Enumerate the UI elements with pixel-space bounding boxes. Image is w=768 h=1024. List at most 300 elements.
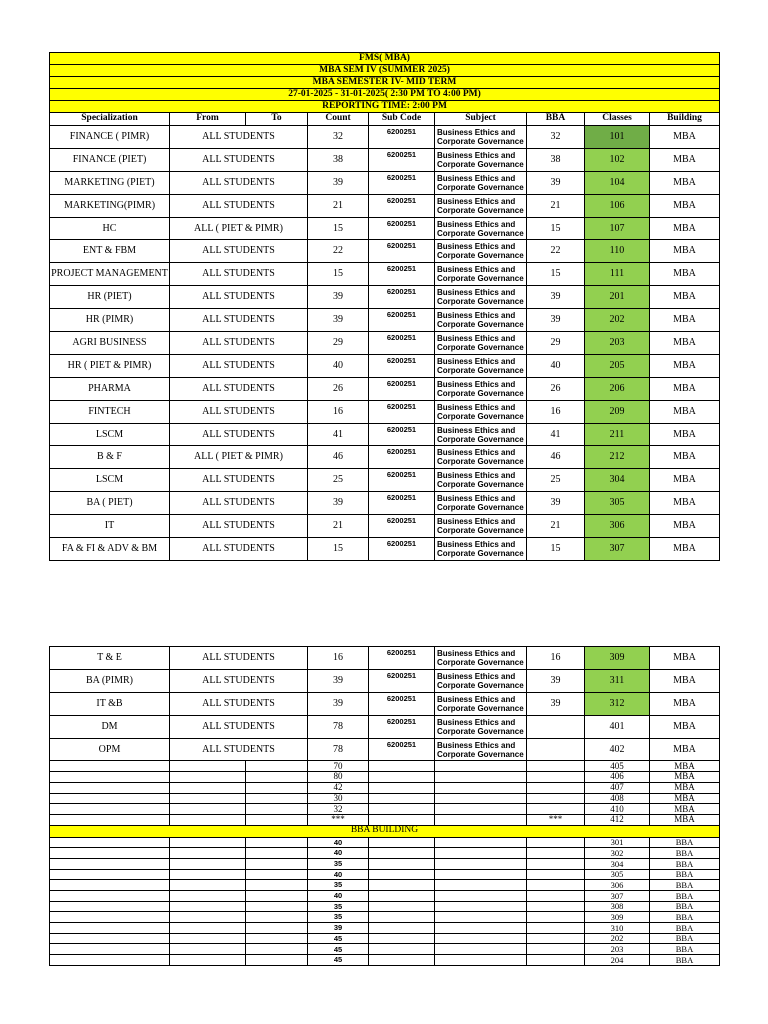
from-cell: ALL STUDENTS: [170, 715, 308, 738]
to-cell: [246, 782, 308, 793]
building-cell: MBA: [650, 715, 720, 738]
building-cell: MBA: [650, 400, 720, 423]
building-cell: BBA: [650, 955, 720, 966]
from-cell: ALL ( PIET & PIMR): [170, 217, 308, 240]
from-cell: [170, 933, 246, 944]
sub-code-cell: 6200251: [369, 126, 435, 149]
sub-code-cell: 6200251: [369, 446, 435, 469]
count-cell: ***: [308, 814, 369, 825]
table-row: [50, 869, 720, 880]
subject-cell: Business Ethics and Corporate Governance: [435, 171, 527, 194]
sub-code-cell: [369, 933, 435, 944]
col-to: To: [246, 113, 308, 126]
bba-cell: [527, 933, 585, 944]
table-row: [50, 446, 720, 469]
specialization-cell: [50, 869, 170, 880]
specialization-cell: MARKETING (PIET): [50, 171, 170, 194]
count-cell: 26: [308, 377, 369, 400]
class-room-cell: 211: [585, 423, 650, 446]
class-room-cell: 306: [585, 515, 650, 538]
subject-cell: Business Ethics and Corporate Governance: [435, 377, 527, 400]
building-cell: BBA: [650, 869, 720, 880]
count-cell: 78: [308, 715, 369, 738]
table-row: [50, 240, 720, 263]
building-cell: BBA: [650, 880, 720, 891]
to-cell: [246, 923, 308, 934]
sub-code-cell: 6200251: [369, 332, 435, 355]
sub-code-cell: [369, 772, 435, 783]
building-cell: MBA: [650, 793, 720, 804]
building-cell: MBA: [650, 761, 720, 772]
bba-cell: [527, 761, 585, 772]
count-cell: 29: [308, 332, 369, 355]
count-cell: 45: [308, 955, 369, 966]
count-cell: 40: [308, 848, 369, 859]
building-cell: BBA: [650, 837, 720, 848]
class-room-cell: 401: [585, 715, 650, 738]
from-cell: ALL STUDENTS: [170, 354, 308, 377]
exam-dates: 27-01-2025 - 31-01-2025( 2:30 PM TO 4:00 PM): [50, 89, 720, 101]
building-cell: BBA: [650, 891, 720, 902]
subject-cell: [435, 944, 527, 955]
to-cell: [246, 880, 308, 891]
bba-cell: 39: [527, 492, 585, 515]
subject-cell: [435, 955, 527, 966]
from-cell: ALL STUDENTS: [170, 194, 308, 217]
subject-cell: Business Ethics and Corporate Governance: [435, 469, 527, 492]
from-cell: [170, 891, 246, 902]
bba-cell: 26: [527, 377, 585, 400]
table-row: [50, 538, 720, 561]
to-cell: [246, 869, 308, 880]
specialization-cell: [50, 782, 170, 793]
from-cell: [170, 944, 246, 955]
col-classes: Classes: [585, 113, 650, 126]
bba-cell: 21: [527, 194, 585, 217]
building-cell: MBA: [650, 669, 720, 692]
class-room-cell: 412: [585, 814, 650, 825]
class-room-cell: 202: [585, 309, 650, 332]
from-cell: [170, 912, 246, 923]
subject-cell: Business Ethics and Corporate Governance: [435, 400, 527, 423]
table-row: [50, 332, 720, 355]
table-row: [50, 761, 720, 772]
from-cell: ALL STUDENTS: [170, 286, 308, 309]
subject-cell: [435, 912, 527, 923]
sub-code-cell: [369, 955, 435, 966]
class-room-cell: 209: [585, 400, 650, 423]
building-cell: MBA: [650, 354, 720, 377]
col-from: From: [170, 113, 246, 126]
sub-code-cell: [369, 814, 435, 825]
table-row: [50, 955, 720, 966]
specialization-cell: [50, 858, 170, 869]
sub-code-cell: 6200251: [369, 354, 435, 377]
subject-cell: Business Ethics and Corporate Governance: [435, 263, 527, 286]
class-room-cell: 402: [585, 738, 650, 761]
class-room-cell: 203: [585, 944, 650, 955]
class-room-cell: 408: [585, 793, 650, 804]
table-row: [50, 814, 720, 825]
class-room-cell: 311: [585, 669, 650, 692]
specialization-cell: PHARMA: [50, 377, 170, 400]
from-cell: ALL STUDENTS: [170, 492, 308, 515]
sub-code-cell: [369, 891, 435, 902]
from-cell: ALL STUDENTS: [170, 538, 308, 561]
class-room-cell: 305: [585, 492, 650, 515]
subject-cell: Business Ethics and Corporate Governance: [435, 126, 527, 149]
to-cell: [246, 761, 308, 772]
subject-cell: Business Ethics and Corporate Governance: [435, 647, 527, 670]
bba-cell: 16: [527, 400, 585, 423]
specialization-cell: [50, 880, 170, 891]
from-cell: ALL STUDENTS: [170, 515, 308, 538]
class-room-cell: 306: [585, 880, 650, 891]
bba-building-banner-row: [50, 825, 720, 837]
bba-cell: 39: [527, 171, 585, 194]
class-room-cell: 304: [585, 858, 650, 869]
from-cell: [170, 782, 246, 793]
specialization-cell: [50, 814, 170, 825]
building-cell: MBA: [650, 126, 720, 149]
bba-cell: [527, 715, 585, 738]
table-row: [50, 848, 720, 859]
building-cell: MBA: [650, 772, 720, 783]
sub-code-cell: [369, 923, 435, 934]
building-cell: BBA: [650, 923, 720, 934]
subject-cell: Business Ethics and Corporate Governance: [435, 492, 527, 515]
bba-cell: 40: [527, 354, 585, 377]
to-cell: [246, 912, 308, 923]
count-cell: 39: [308, 669, 369, 692]
sub-code-cell: [369, 912, 435, 923]
building-cell: MBA: [650, 332, 720, 355]
sub-code-cell: 6200251: [369, 171, 435, 194]
from-cell: [170, 955, 246, 966]
from-cell: [170, 804, 246, 815]
bba-cell: [527, 955, 585, 966]
from-cell: ALL STUDENTS: [170, 400, 308, 423]
subject-cell: [435, 793, 527, 804]
specialization-cell: MARKETING(PIMR): [50, 194, 170, 217]
from-cell: ALL STUDENTS: [170, 148, 308, 171]
bba-cell: [527, 912, 585, 923]
count-cell: 15: [308, 217, 369, 240]
specialization-cell: [50, 848, 170, 859]
subject-cell: [435, 772, 527, 783]
count-cell: 46: [308, 446, 369, 469]
sub-code-cell: 6200251: [369, 538, 435, 561]
class-room-cell: 204: [585, 955, 650, 966]
bba-cell: [527, 782, 585, 793]
schedule-table-continued: [49, 646, 720, 966]
subject-cell: [435, 814, 527, 825]
count-cell: 70: [308, 761, 369, 772]
col-subject: Subject: [435, 113, 527, 126]
count-cell: 35: [308, 901, 369, 912]
class-room-cell: 212: [585, 446, 650, 469]
class-room-cell: 302: [585, 848, 650, 859]
bba-cell: [527, 869, 585, 880]
sub-code-cell: [369, 858, 435, 869]
specialization-cell: [50, 804, 170, 815]
count-cell: 40: [308, 837, 369, 848]
building-cell: MBA: [650, 804, 720, 815]
sub-code-cell: 6200251: [369, 515, 435, 538]
class-room-cell: 307: [585, 891, 650, 902]
subject-cell: Business Ethics and Corporate Governance: [435, 515, 527, 538]
specialization-cell: OPM: [50, 738, 170, 761]
to-cell: [246, 772, 308, 783]
specialization-cell: T & E: [50, 647, 170, 670]
sub-code-cell: [369, 782, 435, 793]
sub-code-cell: [369, 880, 435, 891]
building-cell: MBA: [650, 692, 720, 715]
sub-code-cell: 6200251: [369, 738, 435, 761]
table-row: [50, 194, 720, 217]
table-row: [50, 901, 720, 912]
bba-cell: 39: [527, 669, 585, 692]
subject-cell: Business Ethics and Corporate Governance: [435, 692, 527, 715]
from-cell: ALL STUDENTS: [170, 240, 308, 263]
table-row: [50, 923, 720, 934]
table-row: [50, 377, 720, 400]
bba-cell: [527, 772, 585, 783]
class-room-cell: 111: [585, 263, 650, 286]
count-cell: 40: [308, 891, 369, 902]
building-cell: MBA: [650, 647, 720, 670]
building-cell: MBA: [650, 538, 720, 561]
from-cell: ALL STUDENTS: [170, 263, 308, 286]
building-cell: MBA: [650, 286, 720, 309]
class-room-cell: 304: [585, 469, 650, 492]
specialization-cell: DM: [50, 715, 170, 738]
subject-cell: [435, 901, 527, 912]
col-specialization: Specialization: [50, 113, 170, 126]
to-cell: [246, 901, 308, 912]
class-room-cell: 201: [585, 286, 650, 309]
specialization-cell: FINANCE ( PIMR): [50, 126, 170, 149]
bba-cell: 21: [527, 515, 585, 538]
bba-cell: [527, 923, 585, 934]
count-cell: 35: [308, 880, 369, 891]
from-cell: [170, 923, 246, 934]
specialization-cell: LSCM: [50, 423, 170, 446]
subject-cell: Business Ethics and Corporate Governance: [435, 240, 527, 263]
count-cell: 39: [308, 923, 369, 934]
class-room-cell: 307: [585, 538, 650, 561]
table-row: [50, 692, 720, 715]
bba-cell: 39: [527, 286, 585, 309]
sub-code-cell: [369, 848, 435, 859]
bba-cell: 25: [527, 469, 585, 492]
col-building: Building: [650, 113, 720, 126]
subject-cell: [435, 891, 527, 902]
subject-cell: Business Ethics and Corporate Governance: [435, 286, 527, 309]
count-cell: 25: [308, 469, 369, 492]
class-room-cell: 101: [585, 126, 650, 149]
class-room-cell: 309: [585, 912, 650, 923]
sub-code-cell: 6200251: [369, 240, 435, 263]
sub-code-cell: 6200251: [369, 647, 435, 670]
sub-code-cell: 6200251: [369, 423, 435, 446]
building-cell: BBA: [650, 912, 720, 923]
count-cell: 35: [308, 912, 369, 923]
building-cell: BBA: [650, 901, 720, 912]
from-cell: ALL STUDENTS: [170, 647, 308, 670]
from-cell: [170, 858, 246, 869]
sub-code-cell: 6200251: [369, 669, 435, 692]
bba-cell: 15: [527, 263, 585, 286]
to-cell: [246, 933, 308, 944]
specialization-cell: FINANCE (PIET): [50, 148, 170, 171]
specialization-cell: [50, 772, 170, 783]
building-cell: MBA: [650, 738, 720, 761]
subject-cell: Business Ethics and Corporate Governance: [435, 538, 527, 561]
to-cell: [246, 955, 308, 966]
building-cell: BBA: [650, 933, 720, 944]
count-cell: 16: [308, 400, 369, 423]
table-row: [50, 715, 720, 738]
subject-cell: [435, 761, 527, 772]
count-cell: 21: [308, 515, 369, 538]
count-cell: 41: [308, 423, 369, 446]
sub-code-cell: 6200251: [369, 309, 435, 332]
table-row: [50, 148, 720, 171]
from-cell: [170, 837, 246, 848]
to-cell: [246, 858, 308, 869]
table-row: [50, 891, 720, 902]
table-row: [50, 782, 720, 793]
table-row: [50, 354, 720, 377]
building-cell: BBA: [650, 848, 720, 859]
count-cell: 21: [308, 194, 369, 217]
table-row: [50, 793, 720, 804]
table-row: [50, 515, 720, 538]
building-cell: MBA: [650, 377, 720, 400]
specialization-cell: B & F: [50, 446, 170, 469]
from-cell: [170, 848, 246, 859]
to-cell: [246, 944, 308, 955]
count-cell: 80: [308, 772, 369, 783]
class-room-cell: 305: [585, 869, 650, 880]
table-row: [50, 400, 720, 423]
to-cell: [246, 804, 308, 815]
sub-code-cell: 6200251: [369, 400, 435, 423]
building-cell: MBA: [650, 492, 720, 515]
count-cell: 15: [308, 538, 369, 561]
subject-cell: [435, 837, 527, 848]
class-room-cell: 308: [585, 901, 650, 912]
subject-cell: [435, 923, 527, 934]
specialization-cell: [50, 837, 170, 848]
count-cell: 38: [308, 148, 369, 171]
specialization-cell: [50, 793, 170, 804]
from-cell: ALL STUDENTS: [170, 171, 308, 194]
class-room-cell: 202: [585, 933, 650, 944]
count-cell: 30: [308, 793, 369, 804]
exam-name: MBA SEMESTER IV- MID TERM: [50, 77, 720, 89]
sub-code-cell: [369, 944, 435, 955]
bba-cell: [527, 858, 585, 869]
class-room-cell: 310: [585, 923, 650, 934]
from-cell: ALL STUDENTS: [170, 669, 308, 692]
specialization-cell: [50, 761, 170, 772]
table-row: [50, 944, 720, 955]
bba-cell: [527, 944, 585, 955]
sub-code-cell: [369, 761, 435, 772]
bba-cell: [527, 901, 585, 912]
table-row: [50, 880, 720, 891]
sub-code-cell: [369, 837, 435, 848]
subject-cell: [435, 782, 527, 793]
building-cell: MBA: [650, 814, 720, 825]
sub-code-cell: [369, 901, 435, 912]
sub-code-cell: 6200251: [369, 286, 435, 309]
bba-cell: [527, 891, 585, 902]
specialization-cell: [50, 923, 170, 934]
from-cell: [170, 814, 246, 825]
from-cell: [170, 793, 246, 804]
class-room-cell: 406: [585, 772, 650, 783]
table-row: [50, 286, 720, 309]
schedule-table: [49, 52, 720, 561]
table-row: [50, 647, 720, 670]
sub-code-cell: 6200251: [369, 692, 435, 715]
building-cell: MBA: [650, 423, 720, 446]
specialization-cell: [50, 944, 170, 955]
class-room-cell: 205: [585, 354, 650, 377]
count-cell: 39: [308, 492, 369, 515]
sub-code-cell: 6200251: [369, 492, 435, 515]
to-cell: [246, 837, 308, 848]
subject-cell: [435, 804, 527, 815]
from-cell: ALL STUDENTS: [170, 692, 308, 715]
subject-cell: [435, 933, 527, 944]
to-cell: [246, 793, 308, 804]
subject-cell: Business Ethics and Corporate Governance: [435, 446, 527, 469]
class-room-cell: 110: [585, 240, 650, 263]
table-row: [50, 804, 720, 815]
specialization-cell: [50, 891, 170, 902]
count-cell: 35: [308, 858, 369, 869]
count-cell: 45: [308, 933, 369, 944]
specialization-cell: ENT & FBM: [50, 240, 170, 263]
class-room-cell: 102: [585, 148, 650, 171]
reporting-time: REPORTING TIME: 2:00 PM: [50, 101, 720, 113]
table-row: [50, 492, 720, 515]
from-cell: [170, 880, 246, 891]
class-room-cell: 203: [585, 332, 650, 355]
table-row: [50, 912, 720, 923]
count-cell: 45: [308, 944, 369, 955]
sub-code-cell: [369, 804, 435, 815]
specialization-cell: LSCM: [50, 469, 170, 492]
subject-cell: Business Ethics and Corporate Governance: [435, 194, 527, 217]
exam-session: MBA SEM IV (SUMMER 2025): [50, 65, 720, 77]
subject-cell: Business Ethics and Corporate Governance: [435, 669, 527, 692]
subject-cell: Business Ethics and Corporate Governance: [435, 715, 527, 738]
table-row: [50, 126, 720, 149]
bba-cell: [527, 793, 585, 804]
subject-cell: Business Ethics and Corporate Governance: [435, 309, 527, 332]
specialization-cell: BA ( PIET): [50, 492, 170, 515]
subject-cell: Business Ethics and Corporate Governance: [435, 217, 527, 240]
bba-cell: [527, 738, 585, 761]
bba-cell: 39: [527, 692, 585, 715]
from-cell: ALL STUDENTS: [170, 423, 308, 446]
building-cell: MBA: [650, 148, 720, 171]
